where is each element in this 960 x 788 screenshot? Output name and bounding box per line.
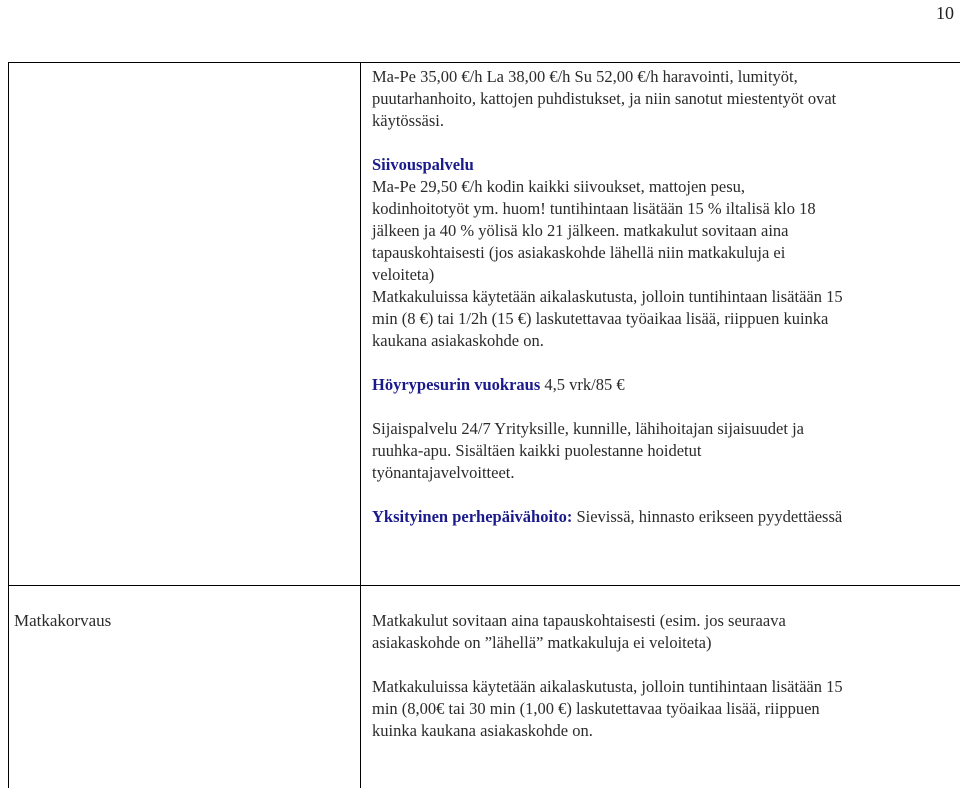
hourly-rates-line-2: puutarhanhoito, kattojen puhdistukset, ja niin sanotut miestentyöt ovat [372,89,837,108]
cleaning-line-6: Matkakuluissa käytetään aikalaskutusta, jolloin tuntihintaan lisätään 15 [372,287,843,306]
travel-line-5: kuinka kaukana asiakaskohde on. [372,721,593,740]
cleaning-line-8: kaukana asiakaskohde on. [372,331,544,350]
daycare-heading: Yksityinen perhepäivähoito: [372,507,573,526]
table-row-divider [8,585,960,586]
cleaning-line-7: min (8 €) tai 1/2h (15 €) laskutettavaa työaikaa lisää, riippuen kuinka [372,309,829,328]
cleaning-heading: Siivouspalvelu [372,155,474,174]
hourly-rates-line-3: käytössäsi. [372,111,444,130]
cleaning-line-4: tapauskohtaisesti (jos asiakaskohde lähellä niin matkakuluja ei [372,243,786,262]
cleaning-line-1: Ma-Pe 29,50 €/h kodin kaikki siivoukset, mattojen pesu, [372,177,746,196]
daycare-line [372,506,942,528]
table-left-border [8,62,9,788]
travel-cell [372,610,942,742]
steam-cleaner-rental [372,374,942,396]
daycare-text: Sievissä, hinnasto erikseen pyydettäessä [572,507,843,526]
page-number: 10 [936,3,954,23]
cleaning-line-3: jälkeen ja 40 % yölisä klo 21 jälkeen. matkakulut sovitaan aina [372,221,789,240]
steam-cleaner-heading: Höyrypesurin vuokraus [372,375,541,394]
travel-line-2: asiakaskohde on ”lähellä” matkakuluja ei veloiteta) [372,633,712,652]
substitute-line-2: ruuhka-apu. Sisältäen kaikki puolestanne hoidetut [372,441,702,460]
substitute-line-1: Sijaispalvelu 24/7 Yrityksille, kunnille, lähihoitajan sijaisuudet ja [372,419,804,438]
travel-line-1: Matkakulut sovitaan aina tapauskohtaisesti (esim. jos seuraava [372,611,786,630]
travel-line-4: min (8,00€ tai 30 min (1,00 €) laskutettavaa työaikaa lisää, riippuen [372,699,820,718]
substitute-line-3: työnantajavelvoitteet. [372,463,515,482]
table-column-divider [360,62,361,788]
table-top-border [8,62,960,63]
steam-cleaner-price: 4,5 vrk/85 € [540,375,625,394]
travel-label: Matkakorvaus [14,611,112,630]
cleaning-line-5: veloiteta) [372,265,435,284]
hourly-rates-line-1: Ma-Pe 35,00 €/h La 38,00 €/h Su 52,00 €/h haravointi, lumityöt, [372,67,798,86]
cleaning-line-2: kodinhoitotyöt ym. huom! tuntihintaan lisätään 15 % iltalisä klo 18 [372,199,816,218]
services-cell [372,66,942,528]
travel-line-3: Matkakuluissa käytetään aikalaskutusta, jolloin tuntihintaan lisätään 15 [372,677,843,696]
